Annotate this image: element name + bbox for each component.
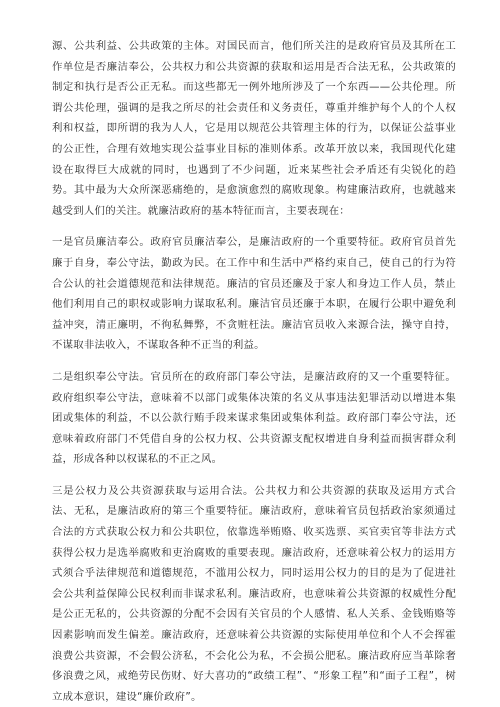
body-paragraph-point-1: 一是官员廉洁奉公。政府官员廉洁奉公，是廉洁政府的一个重要特征。政府官员首先廉于自身，奉公守法，勤政为民。在工作中和生活中严格约束自己，使自己的行为符合公认的社会道德规范和法律规范。廉洁的官员还廉及于家人和身边工作人员，禁止他们利用自己的职权或影响力谋取私利。廉洁官员还廉于本职，在履行公职中避免利益冲突，清正廉明，不徇私舞弊，不贪赃枉法。廉洁官员收入来源合法，操守自持，不谋取非法收入，不谋取各种不正当的利益。: [52, 236, 456, 352]
body-paragraph-intro: 源、公共利益、公共政策的主体。对国民而言，他们所关注的是政府官员及其所在工作单位是否廉洁奉公，公共权力和公共资源的获取和运用是否合法无私，公共政策的制定和执行是否公正无私。而这些都无一例外地所涉及了一个东西——公共伦理。所谓公共伦理，强调的是我之所尽的社会责任和义务责任，尊重并维护每个人的个人权利和权益，即所谓的我为人人，它是用以规范公共管理主体的行为，以保证公益事业的公正性，合理有效地实现公益事业目标的准则体系。改革开放以来，我国现代化建设在取得巨大成就的同时，也遇到了不少问题，近来某些社会矛盾还有尖锐化的趋势。其中最为大众所深恶痛绝的，是愈演愈烈的腐败现象。构建廉洁政府，也就越来越受到人们的关注。就廉洁政府的基本特征而言，主要表现在：: [52, 40, 456, 217]
body-paragraph-point-3: 三是公权力及公共资源获取与运用合法。公共权力和公共资源的获取及运用方式合法、无私，是廉洁政府的第三个重要特征。廉洁政府，意味着官员包括政治家须通过合法的方式获取公权力和公共职位，依靠选举贿赂、收买选票、买官卖官等非法方式获得公权力是选举腐败和吏治腐败的重要表现。廉洁政府，还意味着公权力的运用方式须合乎法律规范和道德规范，不滥用公权力，同时运用公权力的目的是为了促进社会公共利益保障公民权利而非谋求私利。廉洁政府，也意味着公共资源的权威性分配是公正无私的，公共资源的分配不会因有关官员的个人感情、私人关系、金钱贿赂等因素影响而发生偏差。廉洁政府，还意味着公共资源的实际使用单位和个人不会挥霍浪费公共资源，不会假公济私，不会化公为私，不会损公肥私。廉洁政府应当革除奢侈浪费之风，戒绝劳民伤财、好大喜功的“政绩工程”、“形象工程”和“面子工程”，树立成本意识，建设“廉价政府”。: [52, 484, 456, 703]
body-paragraph-point-2: 二是组织奉公守法。官员所在的政府部门奉公守法，是廉洁政府的又一个重要特征。政府组织奉公守法，意味着不以部门或集体决策的名义从事违法犯罪活动以增进本集团或集体的利益，不以公款行贿手段来谋求集团或集体利益。政府部门奉公守法，还意味着政府部门不凭借自身的公权力权、公共资源支配权增进自身利益而损害群众利益，形成各种以权谋私的不正之风。: [52, 370, 456, 466]
